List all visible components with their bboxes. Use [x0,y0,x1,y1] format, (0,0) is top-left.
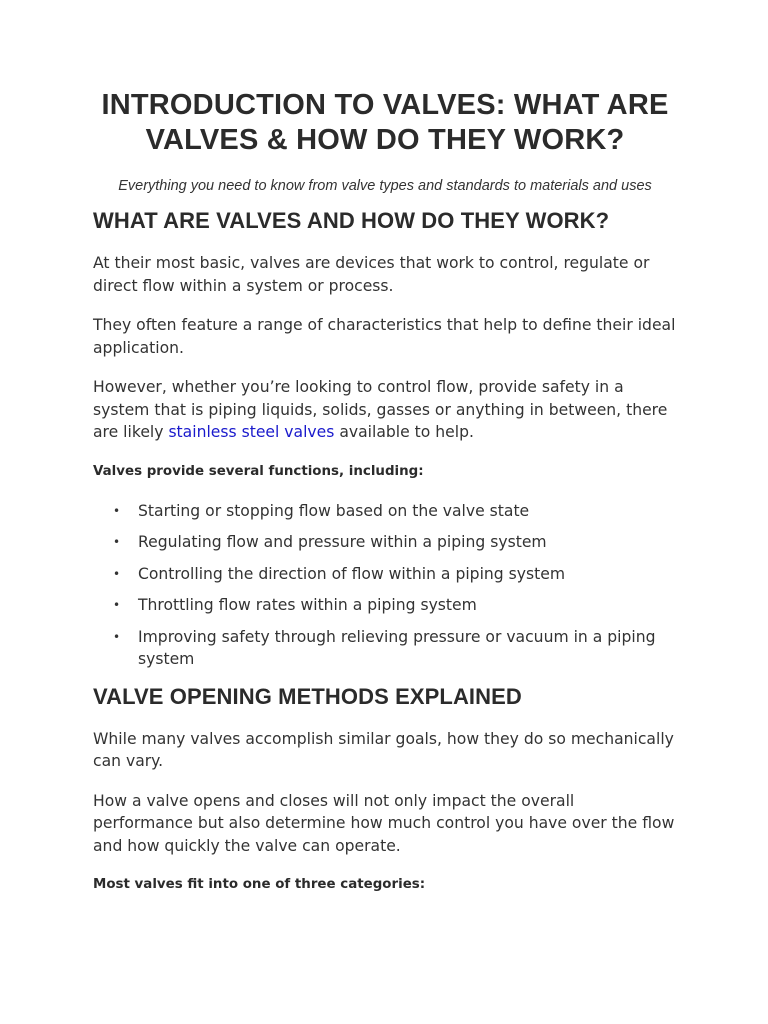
list-item-text: Throttling flow rates within a piping system [138,596,477,614]
list-item [93,563,677,586]
section-heading-opening-methods: VALVE OPENING METHODS EXPLAINED [93,683,522,709]
section-heading-what-are-valves: WHAT ARE VALVES AND HOW DO THEY WORK? [93,208,610,233]
bullet-icon: • [113,535,121,549]
list-item [93,531,677,554]
paragraph-control-flow-text-end: available to help. [334,423,474,441]
paragraph-characteristics: They often feature a range of characteristics that help to define their ideal application. [93,316,676,357]
bullet-icon: • [113,566,121,581]
list-item-text: Regulating flow and pressure within a piping system [138,533,547,551]
list-item [93,500,677,523]
paragraph-control-flow [93,376,677,444]
categories-lead: Most valves fit into one of three categories: [93,877,426,892]
document-title: INTRODUCTION TO VALVES: WHAT ARE VALVES & HOW DO THEY WORK? [101,89,669,156]
functions-list [93,500,677,671]
list-item [93,626,677,671]
paragraph-basic-definition: At their most basic, valves are devices that work to control, regulate or direct flow within a system or process. [93,254,650,295]
document-page [93,88,677,894]
paragraph-open-close-impact: How a valve opens and closes will not only impact the overall performance but also determine how much control you have over the flow and how quickly the valve can operate. [93,791,675,855]
bullet-icon: • [113,598,121,612]
list-item-text: Controlling the direction of flow within a piping system [138,564,566,583]
bullet-icon: • [113,629,121,644]
bullet-icon: • [113,503,121,518]
document-subtitle: Everything you need to know from valve types and standards to materials and uses [118,178,652,194]
list-item [93,594,677,617]
paragraph-similar-goals: While many valves accomplish similar goals, how they do so mechanically can vary. [93,729,674,770]
stainless-steel-valves-link[interactable]: stainless steel valves [168,423,335,441]
list-item-text: Improving safety through relieving pressure or vacuum in a piping system [138,627,656,668]
paragraph-control-flow-text-start: However, whether you’re looking to control flow, provide safety in a system that is piping liquids, solids, gasses or anything in between, there are likely [93,378,668,441]
list-item-text: Starting or stopping flow based on the valve state [138,501,530,520]
functions-lead: Valves provide several functions, including: [93,463,424,479]
